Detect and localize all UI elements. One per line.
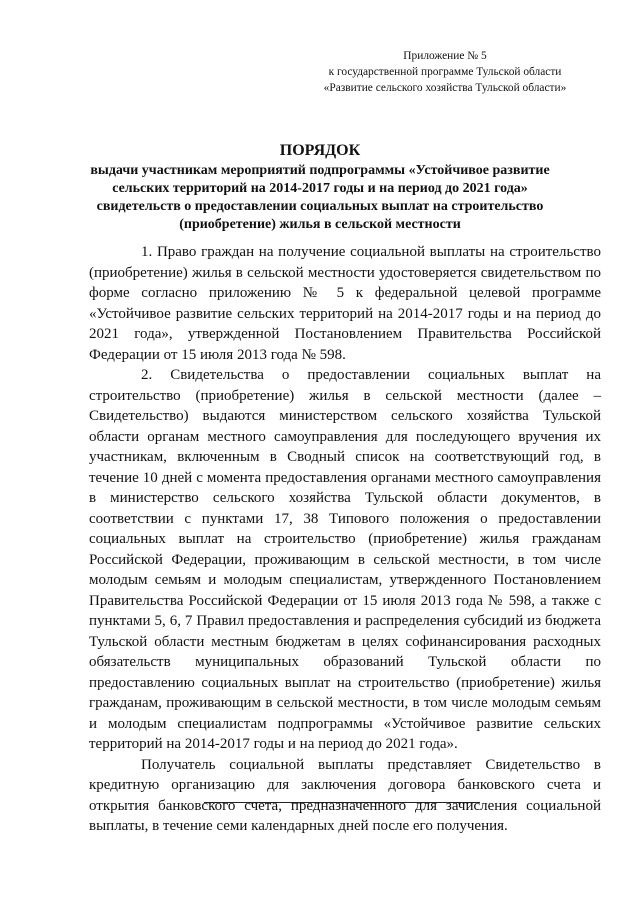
appendix-note: [300, 48, 590, 96]
appendix-program: к государственной программе Тульской области: [328, 66, 562, 78]
paragraph-3: Получатель социальной выплаты представляет Свидетельство в кредитную организацию для заключения договора банковского счета и открытия банковского счета, предназначенного для зачисления социальной выплаты, в течение семи календарных дней после его получения.: [89, 756, 601, 834]
document-body: [89, 242, 601, 837]
appendix-program-name: «Развитие сельского хозяйства Тульской области»: [323, 82, 567, 94]
document-title: ПОРЯДОК: [279, 142, 361, 159]
paragraph-1: 1. Право граждан на получение социальной выплаты на строительство (приобретение) жилья в сельской местности удостоверяется свидетельством по форме согласно приложению № 5 к федеральной целевой программе «Устойчивое развитие сельских территорий на 2014-2017 годы и на период до 2021 года», утвержденной Постановлением Правительства Российской Федерации от 15 июля 2013 года № 598.: [89, 244, 601, 363]
appendix-number: Приложение № 5: [403, 50, 487, 62]
closing-divider: [204, 802, 480, 803]
document-heading: [70, 142, 570, 234]
paragraph-2: 2. Свидетельства о предоставлении социальных выплат на строительство (приобретение) жилья в сельской местности (далее – Свидетельство) выдаются министерством сельского хозяйства Тульской области органам местного самоуправления для последующего вручения их участникам, включенным в Сводный список на соответствующий год, в течение 10 дней с момента предоставления органами местного самоуправления в министерство сельского хозяйства Тульской области документов, в соответствии с пунктами 17, 38 Типового положения о предоставлении социальных выплат на строительство (приобретение) жилья гражданам Российской Федерации, проживающим в сельской местности, в том числе молодым семьям и молодым специалистам, утвержденного Постановлением Правительства Российской Федерации от 15 июля 2013 года № 598, а также с пунктами 5, 6, 7 Правил предоставления и распределения субсидий из бюджета Тульской области местным бюджетам в целях софинансирования расходных обязательств муниципальных образований Тульской области по предоставлению социальных выплат на строительство (приобретение) жилья гражданам, проживающим в сельской местности, в том числе молодым семьям и молодым специалистам подпрограммы «Устойчивое развитие сельских территорий на 2014-2017 годы и на период до 2021 года».: [89, 367, 601, 752]
document-subtitle: выдачи участникам мероприятий подпрограммы «Устойчивое развитие сельских территорий на 2014-2017 годы и на период до 2021 года» свидетельств о предоставлении социальных выплат на строительство (приобретение) жилья в сельской местности: [90, 163, 550, 232]
